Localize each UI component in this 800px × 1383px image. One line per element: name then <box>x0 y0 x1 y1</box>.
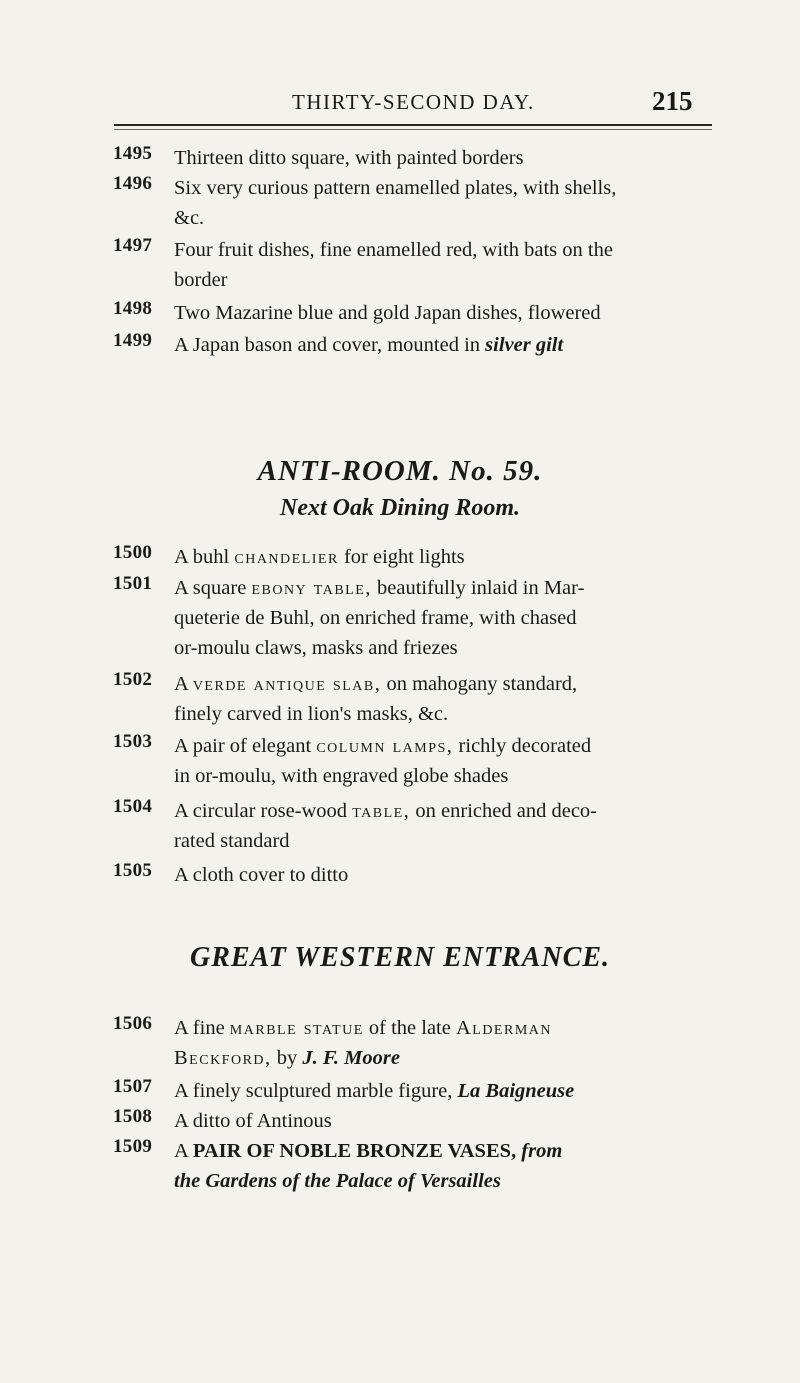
lot-item-name: verde antique slab, <box>192 673 382 695</box>
lot-line: or-moulu claws, masks and friezes <box>174 637 458 659</box>
lot-line <box>174 796 716 826</box>
lot-line <box>174 731 716 761</box>
lot-text: on enriched and deco- <box>410 800 597 822</box>
lot-number: 1506 <box>113 1013 153 1034</box>
header-rule-thin <box>114 129 712 130</box>
lot-text: beautifully inlaid in Mar- <box>371 577 585 599</box>
section-subtitle: Next Oak Dining Room. <box>279 495 521 521</box>
lot-text: A <box>174 673 193 695</box>
lot-item-name: marble statue <box>229 1017 364 1039</box>
lot-line: in or-moulu, with engraved globe shades <box>174 765 509 787</box>
lot-text: richly decorated <box>453 735 592 757</box>
lot-text: of the late <box>363 1017 456 1039</box>
lot-line <box>174 1013 716 1043</box>
lot-emphasis: the Gardens of the Palace of Versailles <box>174 1170 501 1192</box>
lot-description <box>174 330 716 360</box>
lot-description <box>174 173 716 233</box>
lot-line: Thirteen ditto square, with painted borders <box>174 147 524 169</box>
lot-line: Four fruit dishes, fine enamelled red, with bats on the <box>174 239 613 261</box>
lot-number: 1495 <box>113 143 153 164</box>
lot-description <box>174 235 716 295</box>
lot-description <box>174 298 716 328</box>
lot-text: A buhl <box>174 546 235 568</box>
lot-line: finely carved in lion's masks, &c. <box>174 703 449 725</box>
lot-emphasis: silver gilt <box>485 334 564 356</box>
lot-line <box>174 1043 716 1073</box>
lot-person-name: Alderman <box>455 1017 552 1039</box>
lot-description <box>174 542 716 572</box>
lot-description <box>174 573 716 663</box>
lot-line: Six very curious pattern enamelled plates, with shells, <box>174 177 617 199</box>
running-head <box>0 86 800 120</box>
lot-description <box>174 669 716 729</box>
lot-description <box>174 1013 716 1073</box>
lot-line <box>174 573 716 603</box>
lot-description <box>174 1136 716 1196</box>
header-rule <box>114 124 712 126</box>
lot-text: A square <box>174 577 252 599</box>
lot-line <box>174 1166 716 1196</box>
lot-number: 1505 <box>113 860 153 881</box>
lot-line: Two Mazarine blue and gold Japan dishes, flowered <box>174 302 601 324</box>
lot-number: 1502 <box>113 669 153 690</box>
lot-description <box>174 796 716 856</box>
lot-number: 1497 <box>113 235 153 256</box>
lot-text: A ditto of Antinous <box>174 1110 332 1132</box>
lot-line <box>174 1136 716 1166</box>
lot-item-name: ebony table, <box>251 577 372 599</box>
lot-text: A cloth cover to ditto <box>174 864 349 886</box>
lot-item-name: chandelier <box>234 546 339 568</box>
lot-item-name: PAIR OF NOBLE BRONZE VASES, <box>192 1140 517 1162</box>
lot-number: 1503 <box>113 731 153 752</box>
lot-number: 1500 <box>113 542 153 563</box>
lot-text: by <box>271 1047 303 1069</box>
lot-line: &c. <box>174 207 205 229</box>
lot-number: 1496 <box>113 173 153 194</box>
lot-description <box>174 731 716 791</box>
lot-number: 1498 <box>113 298 153 319</box>
lot-text: on mahogany standard, <box>381 673 578 695</box>
lot-emphasis: La Baigneuse <box>457 1080 575 1102</box>
lot-emphasis: from <box>516 1140 563 1162</box>
lot-item-name: column lamps, <box>316 735 454 757</box>
lot-person-name: Beckford, <box>174 1047 272 1069</box>
lot-line: border <box>174 269 228 291</box>
lot-text: A finely sculptured marble figure, <box>174 1080 458 1102</box>
lot-description <box>174 1076 716 1106</box>
lot-text: A Japan bason and cover, mounted in <box>174 334 486 356</box>
lot-text: A pair of elegant <box>174 735 317 757</box>
page-number: 215 <box>652 86 693 116</box>
lot-text: A fine <box>174 1017 230 1039</box>
lot-number: 1499 <box>113 330 153 351</box>
running-title: THIRTY-SECOND DAY. <box>292 90 535 114</box>
lot-text: for eight lights <box>338 546 465 568</box>
lot-line <box>174 669 716 699</box>
lot-line: queterie de Buhl, on enriched frame, with chased <box>174 607 577 629</box>
lot-number: 1501 <box>113 573 153 594</box>
lot-description <box>174 1106 716 1136</box>
lot-description <box>174 143 716 173</box>
lot-text: A <box>174 1140 193 1162</box>
lot-number: 1508 <box>113 1106 153 1127</box>
section-title-great-western-entrance: GREAT WESTERN ENTRANCE. <box>189 942 611 973</box>
lot-emphasis: J. F. Moore <box>302 1047 400 1069</box>
lot-text: A circular rose-wood <box>174 800 353 822</box>
lot-number: 1504 <box>113 796 153 817</box>
lot-number: 1507 <box>113 1076 153 1097</box>
lot-line: rated standard <box>174 830 290 852</box>
lot-number: 1509 <box>113 1136 153 1157</box>
lot-description <box>174 860 716 890</box>
lot-item-name: table, <box>352 800 411 822</box>
section-title-anti-room: ANTI-ROOM. No. 59. <box>257 455 543 487</box>
